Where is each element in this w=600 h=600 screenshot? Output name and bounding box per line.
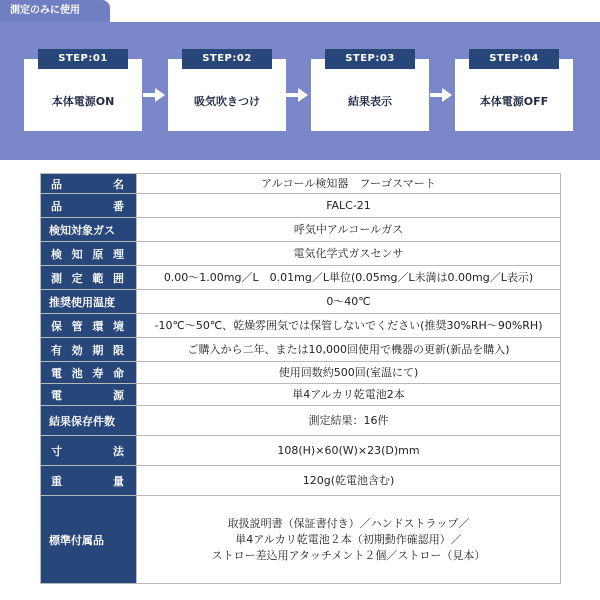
- spec-row-storage-environment: [41, 314, 561, 338]
- spec-value: ご購入から二年、または10,000回使用で機器の更新(新品を購入): [137, 338, 561, 362]
- spec-row-target-gas: [41, 218, 561, 242]
- spec-row-product-number: [41, 194, 561, 218]
- arrow-right-icon: [298, 88, 308, 102]
- spec-row-recommended-temperature: [41, 290, 561, 314]
- spec-label: [41, 242, 137, 266]
- step-2-label: 吸気吹きつけ: [194, 95, 260, 108]
- arrow-right-icon: [442, 88, 452, 102]
- spec-label-text: 推奨使用温度: [49, 295, 115, 309]
- spec-row-detection-principle: [41, 242, 561, 266]
- spec-value: 120g(乾電池含む): [137, 466, 561, 496]
- spec-label-text: 保 管 環 境: [51, 319, 124, 333]
- spec-label: [41, 362, 137, 384]
- step-1-badge: STEP:01: [38, 49, 128, 69]
- spec-value: [137, 496, 561, 584]
- spec-label: [41, 266, 137, 290]
- spec-label-text: 重 量: [51, 474, 124, 488]
- spec-label: [41, 194, 137, 218]
- spec-label: [41, 496, 137, 584]
- spec-value: FALC-21: [137, 194, 561, 218]
- spec-row-result-storage: [41, 406, 561, 436]
- spec-label: [41, 466, 137, 496]
- spec-label-text: 寸 法: [51, 444, 124, 458]
- spec-label-text: 品 番: [51, 199, 124, 213]
- spec-value-line: 取扱説明書（保証書付き）／ハンドストラップ／: [227, 516, 470, 530]
- step-2-badge: STEP:02: [182, 49, 272, 69]
- step-3-badge: STEP:03: [325, 49, 415, 69]
- spec-row-weight: [41, 466, 561, 496]
- spec-label-text: 検知対象ガス: [49, 223, 115, 237]
- step-3-label: 結果表示: [348, 95, 392, 108]
- spec-label-text: 品 名: [51, 177, 124, 191]
- spec-table: [40, 173, 561, 584]
- spec-label-text: 測 定 範 囲: [51, 271, 124, 285]
- steps-panel: [0, 22, 600, 160]
- step-1-label: 本体電源ON: [51, 95, 115, 108]
- spec-value: 108(H)×60(W)×23(D)mm: [137, 436, 561, 466]
- spec-value: 単4アルカリ乾電池2本: [137, 384, 561, 406]
- spec-label: [41, 406, 137, 436]
- step-4-badge: STEP:04: [469, 49, 559, 69]
- spec-value: -10℃〜50℃、乾燥雰囲気では保管しないでください(推奨30%RH〜90%RH): [137, 314, 561, 338]
- spec-label-text: 電 池 寿 命: [51, 366, 124, 380]
- spec-row-battery-life: [41, 362, 561, 384]
- spec-label-text: 標準付属品: [49, 533, 104, 547]
- spec-value-line: 単4アルカリ乾電池２本（初期動作確認用）／: [235, 532, 462, 546]
- spec-label: [41, 174, 137, 194]
- spec-label: [41, 290, 137, 314]
- spec-value: 0〜40℃: [137, 290, 561, 314]
- spec-label-text: 有 効 期 限: [51, 343, 124, 357]
- spec-value: 測定結果：16件: [137, 406, 561, 436]
- spec-row-measurement-range: [41, 266, 561, 290]
- spec-label: [41, 384, 137, 406]
- spec-label-text: 検 知 原 理: [51, 247, 124, 261]
- spec-label: [41, 218, 137, 242]
- spec-value: アルコール検知器 フーゴスマート: [137, 174, 561, 194]
- spec-row-product-name: [41, 174, 561, 194]
- spec-value-line: ストロー差込用アタッチメント２個／ストロー（見本）: [211, 548, 486, 562]
- spec-value: 呼気中アルコールガス: [137, 218, 561, 242]
- spec-value: 使用回数約500回(室温にて): [137, 362, 561, 384]
- spec-row-standard-accessories: [41, 496, 561, 584]
- spec-row-expiration: [41, 338, 561, 362]
- step-3-card: [311, 53, 429, 131]
- step-4-label: 本体電源OFF: [479, 95, 549, 108]
- spec-label-text: 電 源: [51, 388, 124, 402]
- spec-label: [41, 314, 137, 338]
- spec-value: 電気化学式ガスセンサ: [137, 242, 561, 266]
- spec-label-text: 結果保存件数: [49, 414, 115, 428]
- spec-row-power-source: [41, 384, 561, 406]
- mode-tab: 測定のみに使用: [0, 0, 110, 22]
- spec-label: [41, 338, 137, 362]
- spec-value: 0.00〜1.00mg／L 0.01mg／L単位(0.05mg／L未満は0.00mg／L表示): [137, 266, 561, 290]
- spec-label: [41, 436, 137, 466]
- step-4-card: [455, 53, 573, 131]
- arrow-right-icon: [155, 88, 165, 102]
- spec-row-dimensions: [41, 436, 561, 466]
- step-2-card: [168, 53, 286, 131]
- step-1-card: [24, 53, 142, 131]
